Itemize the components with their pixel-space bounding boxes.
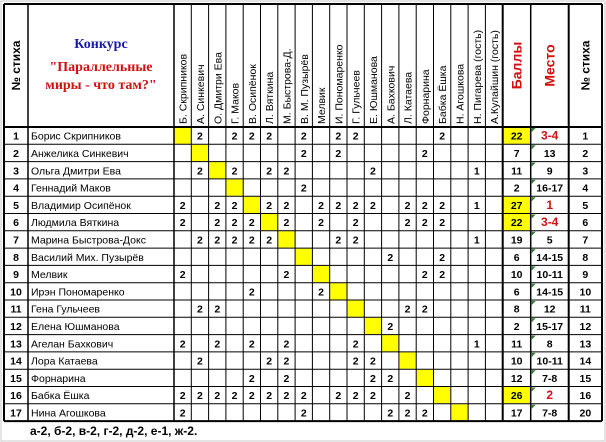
vote-value: 2 [387,251,394,264]
judge-name-header: И. Пономаренко [333,44,346,124]
judge-name-header: А. Синкевич [194,64,207,124]
row-number-right: 9 [582,269,589,282]
vote-value: 2 [352,338,359,351]
points-value: 6 [513,251,520,264]
vote-value: 2 [179,390,186,403]
vote-value: 2 [370,372,376,385]
self-vote-cell [365,318,381,334]
vote-value: 2 [179,269,186,282]
vote-value: 2 [300,147,307,160]
vote-value: 2 [370,355,376,368]
vote-value: 2 [335,130,342,143]
points-value: 19 [510,234,523,247]
points-value: 11 [511,338,523,351]
place-value: 12 [543,303,556,316]
row-number-right: 11 [579,303,591,316]
vote-value: 2 [248,338,255,351]
vote-value: 2 [231,165,238,178]
self-vote-cell [330,283,346,299]
judge-name-header: В. М. Пузырёв [298,54,311,124]
vote-value: 2 [404,407,411,420]
row-number-right: 5 [582,199,589,212]
vote-value: 2 [231,130,238,143]
judge-name-header: Л. Катаева [402,71,415,124]
vote-value: 2 [266,130,273,143]
place-value: 7-8 [542,407,558,420]
self-vote-cell [296,249,312,265]
vote-value: 1 [473,199,480,212]
author-name: Анжелика Синкевич [31,147,129,160]
row-number-right: 13 [579,338,592,351]
points-value: 27 [510,199,523,212]
points-value: 17 [510,407,523,420]
row-number: 7 [13,234,19,247]
vote-value: 2 [283,269,290,282]
author-name: Ольга Дмитри Ева [31,165,121,178]
vote-value: 2 [370,165,376,178]
row-number-right: 20 [579,407,592,420]
row-number-right: 14 [579,355,592,368]
vote-value: 2 [214,234,221,247]
author-name: Борис Скрипников [31,130,121,143]
vote-value: 2 [439,269,446,282]
vote-value: 2 [214,303,221,316]
row-number: 6 [13,217,19,230]
row-number-right: 1 [582,130,589,143]
self-vote-cell [226,179,242,195]
num-column-header-right: № стиха [578,40,593,91]
place-value: 16-17 [536,182,564,195]
judge-name-header: А.Кулайшин (гость) [489,30,502,124]
scoring-legend: а-2, б-2, в-2, г-2, д-2, е-1, ж-2. [30,424,198,438]
place-value: 14-15 [536,286,564,299]
vote-value: 2 [318,217,324,230]
vote-value: 2 [283,338,290,351]
row-number: 5 [13,199,19,212]
judge-name-header: Б. Скрипников [177,53,190,124]
vote-value: 2 [404,390,411,403]
vote-value: 2 [248,130,255,143]
vote-value: 2 [248,390,255,403]
row-number-right: 10 [579,286,592,299]
row-number: 12 [10,320,22,333]
vote-value: 2 [300,407,307,420]
contest-title: Конкурс [74,37,128,52]
vote-value: 2 [283,217,290,230]
vote-value: 2 [197,303,203,316]
self-vote-cell [209,162,225,178]
vote-value: 2 [266,355,273,368]
points-column-header: Баллы [508,41,525,90]
author-name: Нина Агошкова [31,407,106,420]
vote-value: 2 [179,338,186,351]
place-value: 14-15 [536,251,564,264]
self-vote-cell [175,128,191,144]
place-value: 3-4 [541,128,559,143]
vote-value: 2 [197,234,203,247]
author-name: Елена Юшманова [31,320,120,333]
judge-name-header: Н. Пигарева (гость) [471,29,484,124]
vote-value: 2 [352,355,359,368]
vote-value: 2 [179,199,186,212]
author-name: Агелан Бахкович [31,338,114,351]
row-number: 10 [10,286,22,299]
row-number: 3 [13,165,19,178]
row-number-right: 4 [582,182,589,195]
vote-value: 2 [283,355,290,368]
vote-value: 2 [214,217,221,230]
vote-value: 2 [197,130,203,143]
judge-name-header: О. Дмитри Ева [212,52,225,124]
contest-subtitle-line: "Параллельные [49,60,153,75]
vote-value: 2 [231,390,238,403]
points-value: 26 [510,390,523,403]
judge-name-header: Л. Вяткина [264,71,277,124]
row-number-right: 2 [582,147,589,160]
points-value: 10 [510,269,523,282]
row-number: 13 [10,338,22,351]
vote-value: 2 [352,390,359,403]
vote-value: 2 [370,199,376,212]
vote-value: 2 [231,199,238,212]
row-number: 9 [13,269,19,282]
self-vote-cell [348,301,364,317]
vote-value: 2 [283,199,290,212]
vote-value: 2 [248,372,255,385]
vote-value: 2 [248,234,255,247]
contest-subtitle-line: миры - что там?" [45,78,157,93]
points-value: 2 [513,182,520,195]
vote-value: 2 [214,390,221,403]
place-value: 9 [546,165,553,178]
row-number: 16 [10,390,22,403]
author-name: Бабка Ёшка [31,390,90,403]
row-number: 4 [13,182,19,195]
author-name: Людмила Вяткина [31,217,120,230]
vote-value: 2 [370,390,376,403]
judge-name-header: Е. Юшманова [367,56,380,124]
vote-value: 2 [335,147,342,160]
judge-name-header: А. Бахкович [385,65,398,124]
place-column-header: Место [541,44,558,87]
row-number: 8 [13,251,19,264]
place-value: 10-11 [536,269,563,282]
vote-value: 2 [179,407,186,420]
vote-value: 1 [473,234,480,247]
vote-value: 2 [214,199,221,212]
vote-value: 2 [197,165,203,178]
row-number: 11 [10,303,22,316]
self-vote-cell [451,404,467,420]
vote-value: 2 [300,130,307,143]
self-vote-cell [278,231,294,247]
vote-value: 2 [266,390,273,403]
vote-value: 2 [352,199,359,212]
author-name: Марина Быстрова-Докс [31,234,146,247]
vote-value: 2 [421,269,428,282]
vote-value: 2 [266,165,273,178]
author-name: Мелвик [31,269,68,282]
vote-value: 2 [266,234,273,247]
self-vote-cell [313,266,329,282]
vote-value: 2 [421,147,428,160]
vote-value: 2 [387,372,394,385]
vote-value: 2 [387,407,394,420]
row-number-right: 8 [582,251,589,264]
vote-value: 2 [231,234,238,247]
self-vote-cell [192,145,208,161]
vote-value: 2 [179,217,186,230]
vote-value: 2 [300,390,307,403]
author-name: Форнарина [31,372,86,385]
points-value: 12 [510,372,523,385]
points-value: 7 [513,147,520,160]
points-value: 11 [511,165,523,178]
vote-value: 2 [352,130,359,143]
vote-value: 2 [318,199,324,212]
judge-name-header: Г. Гульчеев [350,70,363,124]
vote-value: 2 [283,372,290,385]
self-vote-cell [244,197,260,213]
vote-value: 2 [421,217,428,230]
row-number: 17 [10,407,22,420]
vote-value: 2 [421,407,428,420]
self-vote-cell [434,387,450,403]
row-number: 2 [13,147,19,160]
vote-value: 2 [231,217,238,230]
judge-name-header: Мелвик [316,87,329,124]
row-number-right: 7 [582,234,589,247]
judge-name-header: Бабка Ёшка [437,65,450,124]
vote-value: 2 [439,130,446,143]
vote-value: 2 [266,199,273,212]
judge-name-header: Г. Маков [229,82,242,124]
vote-value: 1 [473,338,480,351]
vote-value: 2 [439,199,446,212]
place-value: 8 [546,338,553,351]
place-value: 2 [546,388,554,403]
author-name: Владимир Осипёнок [31,199,131,212]
judge-name-header: М. Быстрова-Д. [281,48,294,124]
vote-value: 2 [404,303,411,316]
place-value: 1 [546,197,554,212]
place-value: 10-11 [536,355,563,368]
vote-value: 2 [283,390,290,403]
vote-value: 2 [439,217,446,230]
row-number: 14 [10,355,22,368]
vote-value: 2 [248,286,255,299]
place-value: 7-8 [542,372,558,385]
vote-value: 2 [300,182,307,195]
judge-name-header: Форнарина [419,69,432,124]
vote-value: 2 [387,320,394,333]
self-vote-cell [261,214,277,230]
vote-value: 2 [335,234,342,247]
points-value: 22 [510,217,523,230]
points-value: 2 [513,320,520,333]
vote-value: 2 [283,165,290,178]
vote-value: 1 [473,165,480,178]
vote-value: 2 [197,390,203,403]
judge-name-header: Н. Агошкова [454,63,467,124]
row-number: 15 [10,372,22,385]
place-value: 13 [543,147,556,160]
author-name: Лора Катаева [31,355,98,368]
judge-name-header: В. Осипёнок [246,64,259,124]
row-number-right: 6 [582,217,589,230]
author-name: Василий Мих. Пузырёв [31,251,144,264]
num-column-header: № стиха [9,40,23,91]
vote-value: 2 [439,251,446,264]
self-vote-cell [417,370,433,386]
points-value: 22 [510,130,523,143]
vote-value: 2 [352,234,359,247]
vote-value: 2 [214,338,221,351]
row-number-right: 3 [582,165,589,178]
author-name: Геннадий Маков [31,182,111,195]
self-vote-cell [382,335,398,351]
row-number: 1 [13,130,19,143]
author-name: Ирэн Пономаренко [31,286,125,299]
place-value: 5 [546,234,553,247]
points-value: 8 [513,303,520,316]
vote-value: 2 [352,217,359,230]
vote-value: 2 [197,355,203,368]
points-value: 6 [513,286,520,299]
vote-value: 2 [318,286,324,299]
vote-value: 2 [248,217,255,230]
row-number-right: 16 [579,390,592,403]
row-number-right: 15 [579,372,592,385]
vote-value: 2 [404,217,411,230]
vote-value: 2 [335,199,342,212]
vote-value: 2 [421,199,428,212]
place-value: 3-4 [541,215,559,230]
place-value: 15-17 [536,320,564,333]
row-number-right: 12 [579,320,592,333]
vote-value: 2 [421,303,428,316]
points-value: 10 [510,355,523,368]
self-vote-cell [399,352,415,368]
author-name: Гена Гульчеев [31,303,101,316]
vote-value: 2 [404,199,411,212]
vote-value: 2 [335,390,342,403]
